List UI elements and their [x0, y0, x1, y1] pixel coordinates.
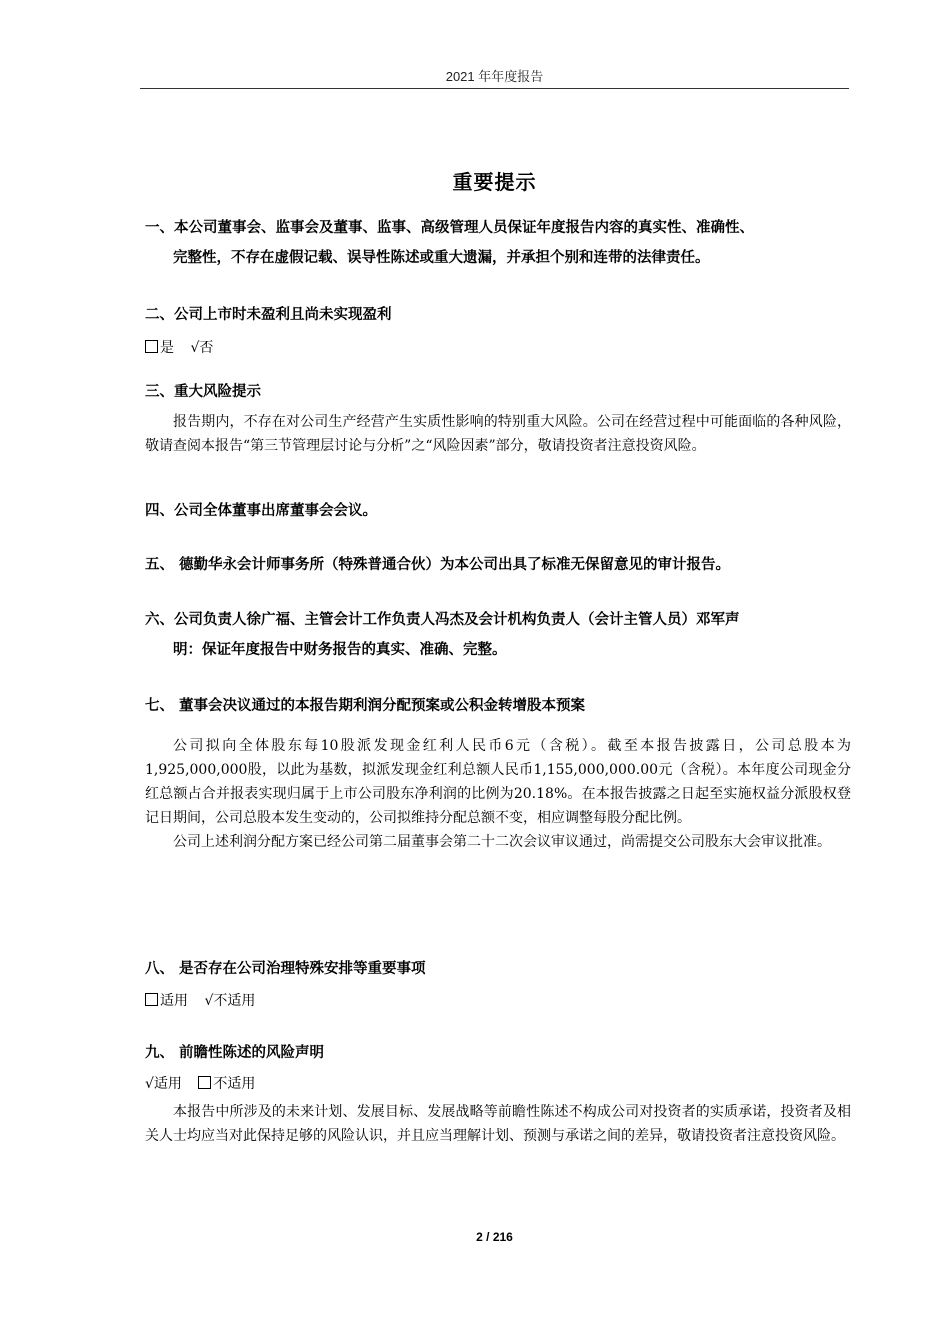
page-title: 重要提示: [452, 170, 537, 194]
checkmark-icon: √: [190, 340, 200, 356]
option-not-applicable: 不适用: [213, 1076, 256, 1092]
section-8-heading: 八、 是否存在公司治理特殊安排等重要事项: [145, 961, 426, 977]
report-header: 2021 年年度报告: [445, 69, 544, 84]
section-4-heading: 四、公司全体董事出席董事会会议。: [145, 503, 377, 519]
section-7-heading: 七、 董事会决议通过的本报告期利润分配预案或公积金转增股本预案: [145, 698, 586, 714]
section-2-heading: 二、公司上市时未盈利且尚未实现盈利: [145, 307, 392, 323]
option-no: 否: [199, 340, 214, 356]
section-1: [145, 218, 754, 268]
option-yes: 是: [160, 340, 174, 356]
option-applicable: 适用: [160, 993, 188, 1009]
header-divider: [140, 88, 849, 89]
checkbox-unchecked-icon: [145, 993, 158, 1006]
option-applicable: 适用: [153, 1076, 182, 1092]
page-number: 2 / 216: [476, 1230, 513, 1244]
section-9-body: [145, 1100, 851, 1148]
section-3-paragraph: 报告期内，不存在对公司生产经营产生实质性影响的特别重大风险。公司在经营过程中可能面临的各种风险，敬请查阅本报告“第三节管理层讨论与分析”之“风险因素”部分，敬请投资者注意投资风险。: [145, 414, 851, 454]
checkmark-icon: √: [204, 993, 214, 1009]
section-7-paragraph-2: 公司上述利润分配方案已经公司第二届董事会第二十二次会议审议通过，尚需提交公司股东大会审议批准。: [173, 834, 831, 850]
section-1-line2: 完整性，不存在虚假记载、误导性陈述或重大遗漏，并承担个别和连带的法律责任。: [173, 250, 710, 266]
section-9-paragraph: 本报告中所涉及的未来计划、发展目标、发展战略等前瞻性陈述不构成公司对投资者的实质承诺，投资者及相关人士均应当对此保持足够的风险认识，并且应当理解计划、预测与承诺之间的差异，敬请投资者注意投资风险。: [145, 1104, 851, 1144]
section-1-line1: 一、本公司董事会、监事会及董事、监事、高级管理人员保证年度报告内容的真实性、准确性、: [145, 220, 754, 236]
checkmark-icon: √: [145, 1076, 154, 1092]
section-3-heading: 三、重大风险提示: [145, 384, 261, 400]
section-6-line1: 六、公司负责人徐广福、主管会计工作负责人冯杰及会计机构负责人（会计主管人员）邓军声: [145, 612, 740, 628]
section-3-body: [145, 410, 851, 458]
section-6: [145, 610, 740, 660]
section-9-choice: [145, 1074, 255, 1094]
section-7-body: [145, 734, 851, 854]
checkbox-unchecked-icon: [145, 340, 158, 353]
checkbox-unchecked-icon: [198, 1076, 211, 1089]
section-2-choice: [145, 338, 213, 358]
section-9-heading: 九、 前瞻性陈述的风险声明: [145, 1045, 325, 1061]
section-6-line2: 明：保证年度报告中财务报告的真实、准确、完整。: [173, 642, 507, 658]
section-5-heading: 五、 德勤华永会计师事务所（特殊普通合伙）为本公司出具了标准无保留意见的审计报告。: [145, 557, 731, 573]
section-8-choice: [145, 991, 255, 1011]
section-7-paragraph-1: 公司拟向全体股东每10股派发现金红利人民币6元（含税）。截至本报告披露日，公司总股本为1,925,000,000股，以此为基数，拟派发现金红利总额人民币1,155,000,000.00元（含税）。本年度公司现金分红总额占合并报表实现归属于上市公司股东净利润的比例为20.18%。在本报告披露之日起至实施权益分派股权登记日期间，公司总股本发生变动的，公司拟维持分配总额不变，相应调整每股分配比例。: [145, 738, 851, 826]
option-not-applicable: 不适用: [213, 993, 256, 1009]
